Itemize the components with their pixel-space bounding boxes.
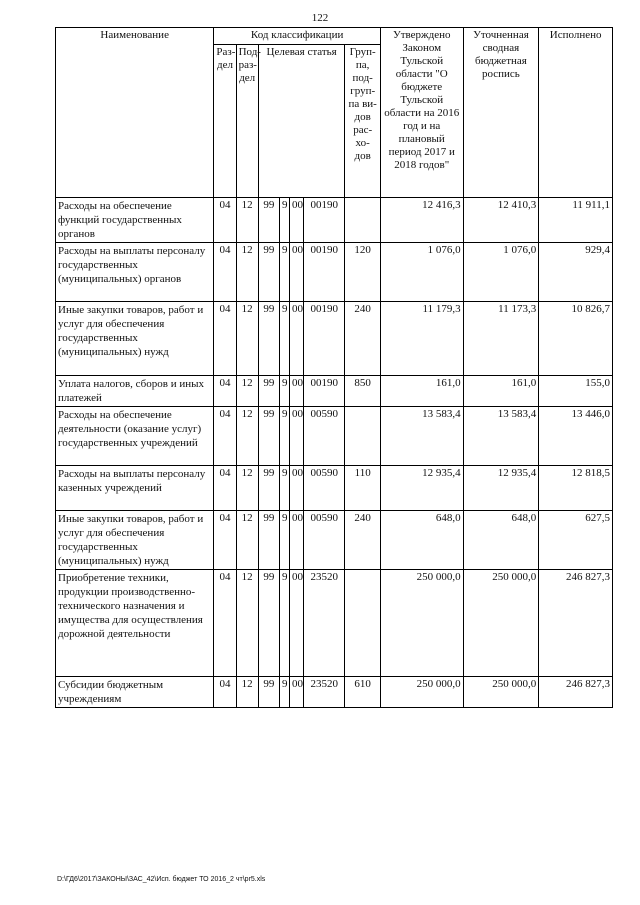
row-subsection: 12 [236,198,258,243]
header-section: Раз-дел [214,45,236,198]
row-subsection: 12 [236,511,258,570]
row-subsection: 12 [236,677,258,708]
row-target-part-2: 9 [279,243,289,302]
row-target-part-1: 99 [258,407,279,466]
table-row [56,466,613,511]
table-row [56,198,613,243]
row-name: Расходы на выплаты персоналу казенных учреждений [56,466,214,511]
row-approved: 250 000,0 [380,570,463,677]
row-executed: 246 827,3 [539,677,613,708]
row-executed: 627,5 [539,511,613,570]
row-target-part-3: 00 [290,677,304,708]
row-name: Расходы на выплаты персоналу государственных (муниципальных) органов [56,243,214,302]
table-row [56,243,613,302]
row-target-part-4: 00590 [304,511,345,570]
row-target-part-1: 99 [258,376,279,407]
row-subsection: 12 [236,302,258,376]
row-expense-group: 610 [345,677,380,708]
row-target-part-2: 9 [279,677,289,708]
row-expense-group: 850 [345,376,380,407]
row-executed: 13 446,0 [539,407,613,466]
row-subsection: 12 [236,376,258,407]
row-subsection: 12 [236,243,258,302]
header-expense-group: Груп-па, под-груп-па ви-дов рас-хо-дов [345,45,380,198]
table-row [56,376,613,407]
row-target-part-3: 00 [290,407,304,466]
row-executed: 10 826,7 [539,302,613,376]
row-expense-group: 240 [345,511,380,570]
budget-table [55,27,613,708]
row-target-part-1: 99 [258,511,279,570]
row-refined: 12 410,3 [463,198,539,243]
row-target-part-1: 99 [258,570,279,677]
row-approved: 12 416,3 [380,198,463,243]
row-name: Приобретение техники, продукции производственно-технического назначения и имущества для осуществления дорожной деятельности [56,570,214,677]
row-executed: 929,4 [539,243,613,302]
footer-file-path: D:\ГД6\2017\ЗАКОНЫ\ЗАС_42\Исп. бюджет ТО 2016_2 чт\pr5.xls [57,876,266,883]
row-target-part-2: 9 [279,198,289,243]
row-target-part-1: 99 [258,198,279,243]
row-target-part-1: 99 [258,243,279,302]
row-executed: 12 818,5 [539,466,613,511]
row-section: 04 [214,677,236,708]
row-refined: 250 000,0 [463,570,539,677]
table-row [56,302,613,376]
row-name: Иные закупки товаров, работ и услуг для обеспечения государственных (муниципальных) нужд [56,511,214,570]
row-target-part-4: 00190 [304,302,345,376]
row-refined: 1 076,0 [463,243,539,302]
row-section: 04 [214,376,236,407]
row-refined: 11 173,3 [463,302,539,376]
row-approved: 12 935,4 [380,466,463,511]
row-refined: 161,0 [463,376,539,407]
row-expense-group: 120 [345,243,380,302]
row-target-part-2: 9 [279,466,289,511]
row-name: Расходы на обеспечение деятельности (оказание услуг) государственных учреждений [56,407,214,466]
row-executed: 155,0 [539,376,613,407]
row-target-part-4: 00190 [304,243,345,302]
row-approved: 1 076,0 [380,243,463,302]
row-target-part-3: 00 [290,376,304,407]
row-section: 04 [214,198,236,243]
row-subsection: 12 [236,570,258,677]
row-target-part-4: 00590 [304,407,345,466]
row-target-part-4: 00190 [304,376,345,407]
row-section: 04 [214,407,236,466]
row-approved: 13 583,4 [380,407,463,466]
row-target-part-3: 00 [290,302,304,376]
row-approved: 11 179,3 [380,302,463,376]
row-refined: 13 583,4 [463,407,539,466]
row-name: Расходы на обеспечение функций государственных органов [56,198,214,243]
row-target-part-4: 23520 [304,570,345,677]
row-expense-group: 110 [345,466,380,511]
row-name: Субсидии бюджетным учреждениям [56,677,214,708]
row-executed: 11 911,1 [539,198,613,243]
row-refined: 12 935,4 [463,466,539,511]
row-target-part-4: 00590 [304,466,345,511]
row-section: 04 [214,570,236,677]
row-target-part-3: 00 [290,466,304,511]
row-target-part-1: 99 [258,677,279,708]
table-row [56,407,613,466]
row-approved: 161,0 [380,376,463,407]
row-target-part-4: 23520 [304,677,345,708]
row-expense-group [345,407,380,466]
row-target-part-2: 9 [279,407,289,466]
row-target-part-1: 99 [258,466,279,511]
row-target-part-3: 00 [290,198,304,243]
page-number: 122 [311,12,329,24]
row-executed: 246 827,3 [539,570,613,677]
row-approved: 250 000,0 [380,677,463,708]
row-subsection: 12 [236,407,258,466]
header-target-article: Целевая статья [258,45,345,198]
table-body [56,198,613,708]
row-target-part-3: 00 [290,570,304,677]
header-refined: Уточненная сводная бюджетная роспись [463,28,539,198]
row-target-part-2: 9 [279,570,289,677]
row-name: Иные закупки товаров, работ и услуг для обеспечения государственных (муниципальных) нужд [56,302,214,376]
row-section: 04 [214,466,236,511]
row-expense-group [345,570,380,677]
table-row [56,677,613,708]
row-section: 04 [214,511,236,570]
header-name: Наименование [56,28,214,198]
header-subsection: Под-раз-дел [236,45,258,198]
row-target-part-2: 9 [279,376,289,407]
row-target-part-3: 00 [290,243,304,302]
row-refined: 250 000,0 [463,677,539,708]
row-target-part-2: 9 [279,302,289,376]
header-classification-code: Код классификации [214,28,380,45]
row-target-part-4: 00190 [304,198,345,243]
row-target-part-1: 99 [258,302,279,376]
header-executed: Исполнено [539,28,613,198]
table-row [56,570,613,677]
row-target-part-3: 00 [290,511,304,570]
row-approved: 648,0 [380,511,463,570]
header-approved: Утверждено Законом Тульской области "О бюджете Тульской области на 2016 год и на плановый период 2017 и 2018 годов" [380,28,463,198]
row-section: 04 [214,243,236,302]
row-subsection: 12 [236,466,258,511]
row-section: 04 [214,302,236,376]
row-refined: 648,0 [463,511,539,570]
table-row [56,511,613,570]
row-expense-group [345,198,380,243]
row-target-part-2: 9 [279,511,289,570]
row-expense-group: 240 [345,302,380,376]
row-name: Уплата налогов, сборов и иных платежей [56,376,214,407]
